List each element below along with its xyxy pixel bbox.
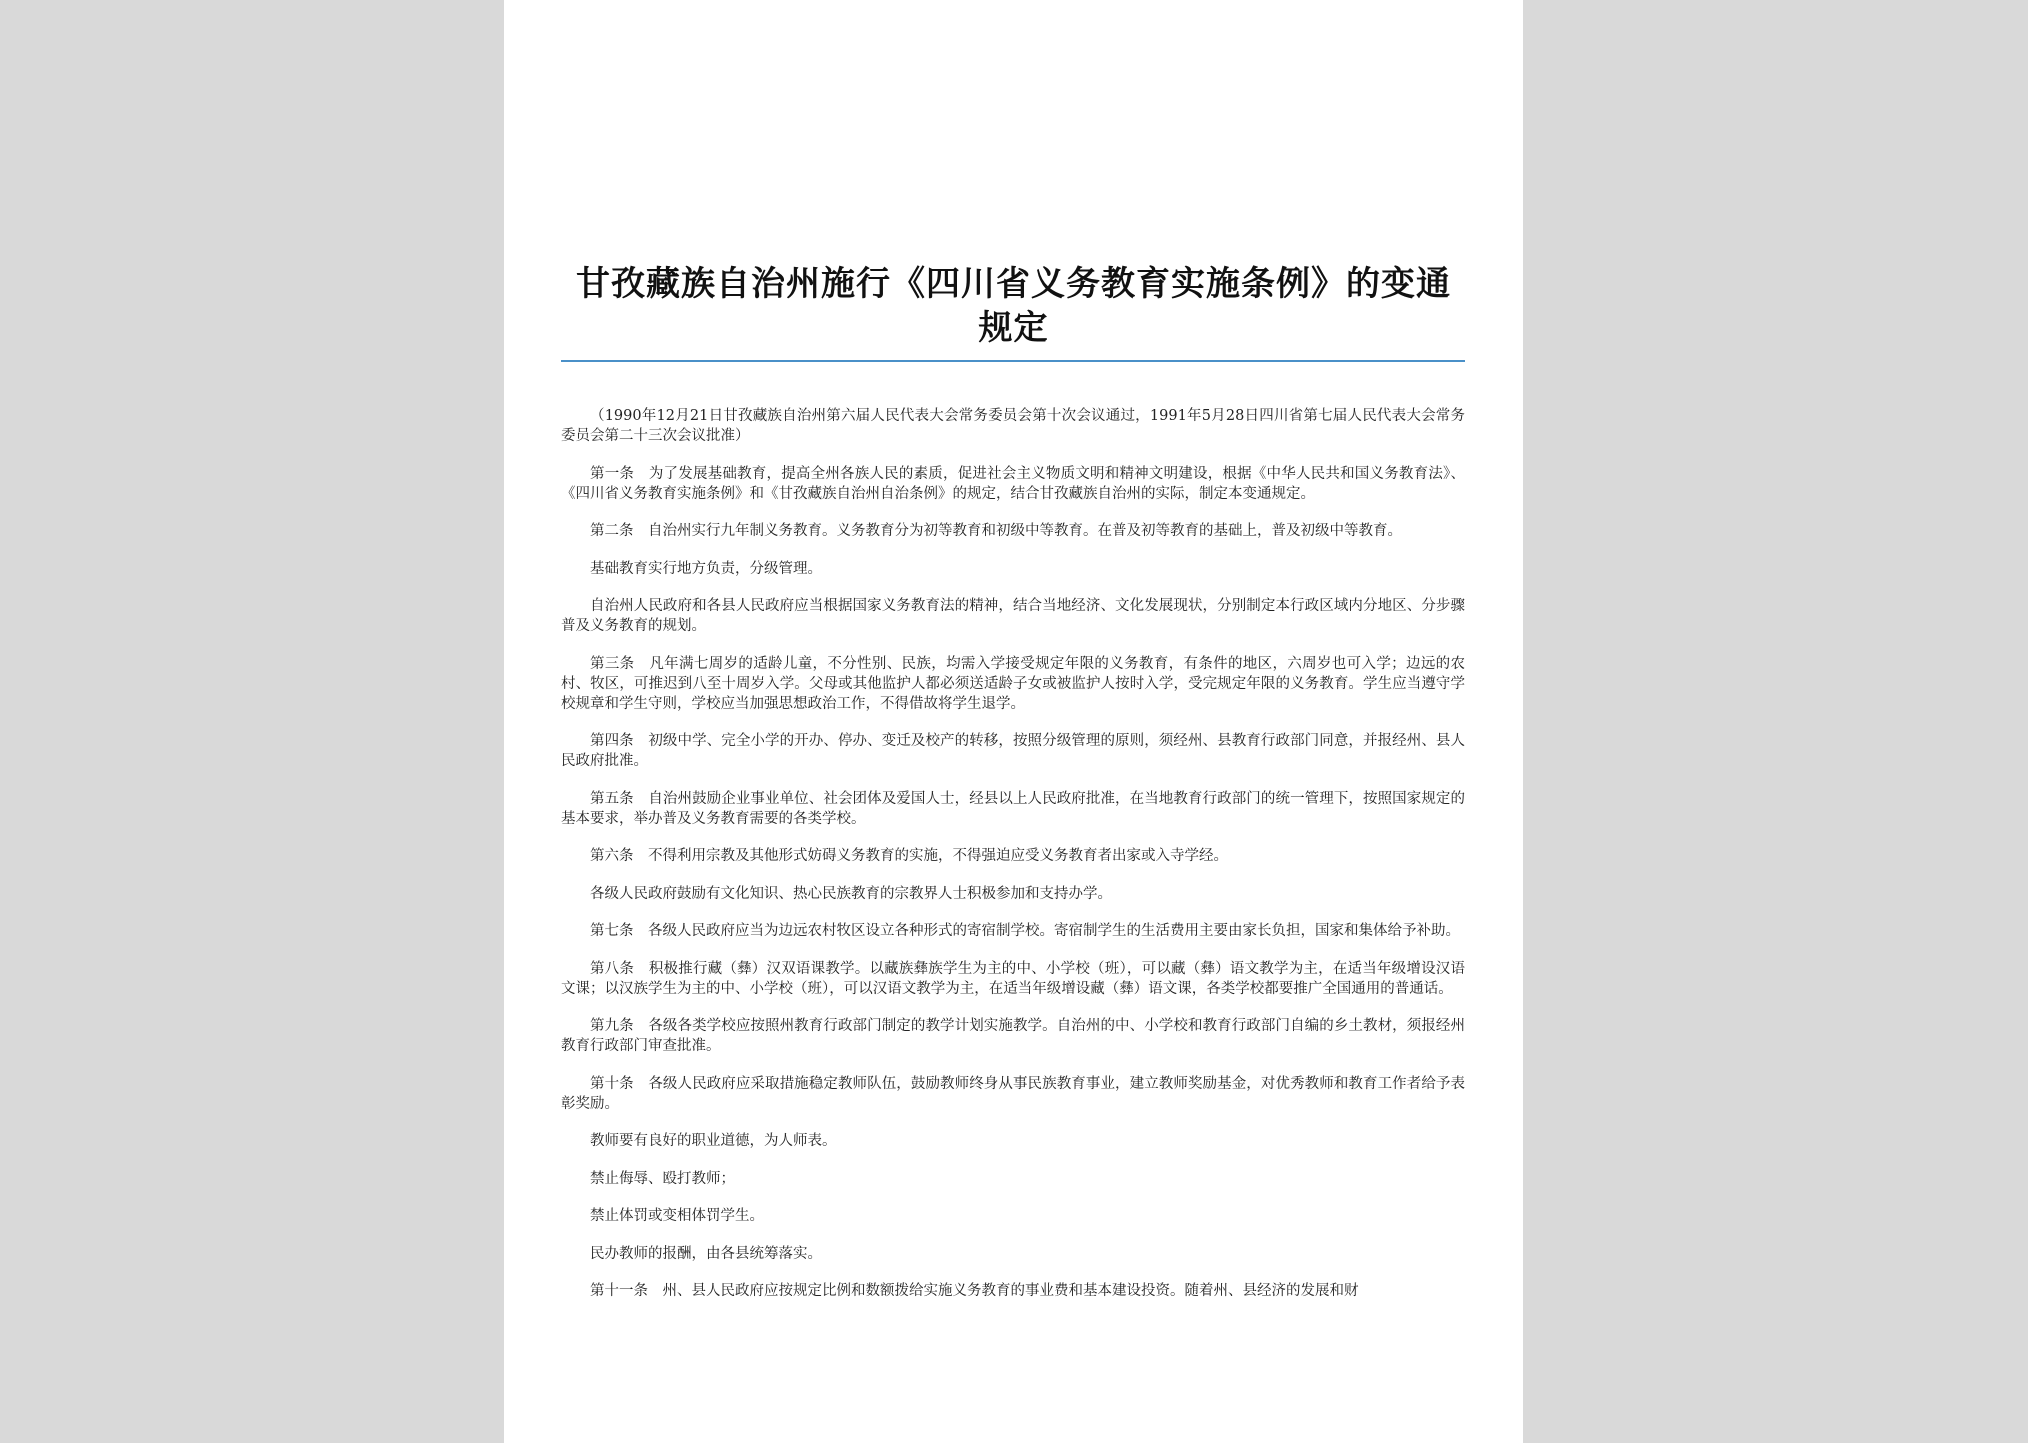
paragraph-article-10: 第十条 各级人民政府应采取措施稳定教师队伍，鼓励教师终身从事民族教育事业，建立教师奖励基金，对优秀教师和教育工作者给予表彰奖励。 <box>561 1075 1465 1112</box>
paragraph: 自治州人民政府和各县人民政府应当根据国家义务教育法的精神，结合当地经济、文化发展现状，分别制定本行政区域内分地区、分步骤普及义务教育的规划。 <box>561 598 1465 634</box>
document-body <box>561 406 1465 1319</box>
paragraph: 禁止体罚或变相体罚学生。 <box>590 1208 764 1224</box>
paragraph-approval-note: （1990年12月21日甘孜藏族自治州第六届人民代表大会常务委员会第十次会议通过，1991年5月28日四川省第七届人民代表大会常务委员会第二十三次会议批准） <box>561 408 1465 444</box>
paragraph-article-8: 第八条 积极推行藏（彝）汉双语课教学。以藏族彝族学生为主的中、小学校（班），可以藏（彝）语文教学为主，在适当年级增设汉语文课；以汉族学生为主的中、小学校（班），可以汉语文教学为主，在适当年级增设藏（彝）语文课，各类学校都要推广全国通用的普通话。 <box>561 960 1465 997</box>
paragraph: 教师要有良好的职业道德，为人师表。 <box>590 1133 837 1149</box>
document-title: 甘孜藏族自治州施行《四川省义务教育实施条例》的变通规定 <box>576 264 1451 348</box>
paragraph-article-2: 第二条 自治州实行九年制义务教育。义务教育分为初等教育和初级中等教育。在普及初等教育的基础上，普及初级中等教育。 <box>590 523 1402 539</box>
paragraph: 各级人民政府鼓励有文化知识、热心民族教育的宗教界人士积极参加和支持办学。 <box>590 885 1112 902</box>
title-divider <box>561 360 1465 362</box>
paragraph: 基础教育实行地方负责，分级管理。 <box>590 560 822 577</box>
paragraph: 禁止侮辱、殴打教师； <box>590 1170 735 1187</box>
paragraph-article-6: 第六条 不得利用宗教及其他形式妨碍义务教育的实施，不得强迫应受义务教育者出家或入寺学经。 <box>590 848 1228 864</box>
paragraph-article-4: 第四条 初级中学、完全小学的开办、停办、变迁及校产的转移，按照分级管理的原则，须经州、县教育行政部门同意，并报经州、县人民政府批准。 <box>561 733 1465 769</box>
paragraph-article-5: 第五条 自治州鼓励企业事业单位、社会团体及爱国人士，经县以上人民政府批准，在当地教育行政部门的统一管理下，按照国家规定的基本要求，举办普及义务教育需要的各类学校。 <box>561 790 1465 827</box>
paragraph-article-11: 第十一条 州、县人民政府应按规定比例和数额拨给实施义务教育的事业费和基本建设投资。随着州、县经济的发展和财 <box>590 1283 1359 1299</box>
paragraph-article-9: 第九条 各级各类学校应按照州教育行政部门制定的教学计划实施教学。自治州的中、小学校和教育行政部门自编的乡土教材，须报经州教育行政部门审查批准。 <box>561 1018 1465 1054</box>
paragraph-article-7: 第七条 各级人民政府应当为边远农村牧区设立各种形式的寄宿制学校。寄宿制学生的生活费用主要由家长负担，国家和集体给予补助。 <box>590 923 1460 939</box>
paragraph-article-3: 第三条 凡年满七周岁的适龄儿童，不分性别、民族，均需入学接受规定年限的义务教育，有条件的地区，六周岁也可入学；边远的农村、牧区，可推迟到八至十周岁入学。父母或其他监护人都必须送适龄子女或被监护人按时入学，受完规定年限的义务教育。学生应当遵守学校规章和学生守则，学校应当加强思想政治工作，不得借故将学生退学。 <box>561 655 1465 712</box>
paragraph: 民办教师的报酬，由各县统筹落实。 <box>590 1245 822 1262</box>
paragraph-article-1: 第一条 为了发展基础教育，提高全州各族人民的素质，促进社会主义物质文明和精神文明建设，根据《中华人民共和国义务教育法》、《四川省义务教育实施条例》和《甘孜藏族自治州自治条例》的规定，结合甘孜藏族自治州的实际，制定本变通规定。 <box>561 465 1465 502</box>
document-page <box>504 0 1523 1443</box>
